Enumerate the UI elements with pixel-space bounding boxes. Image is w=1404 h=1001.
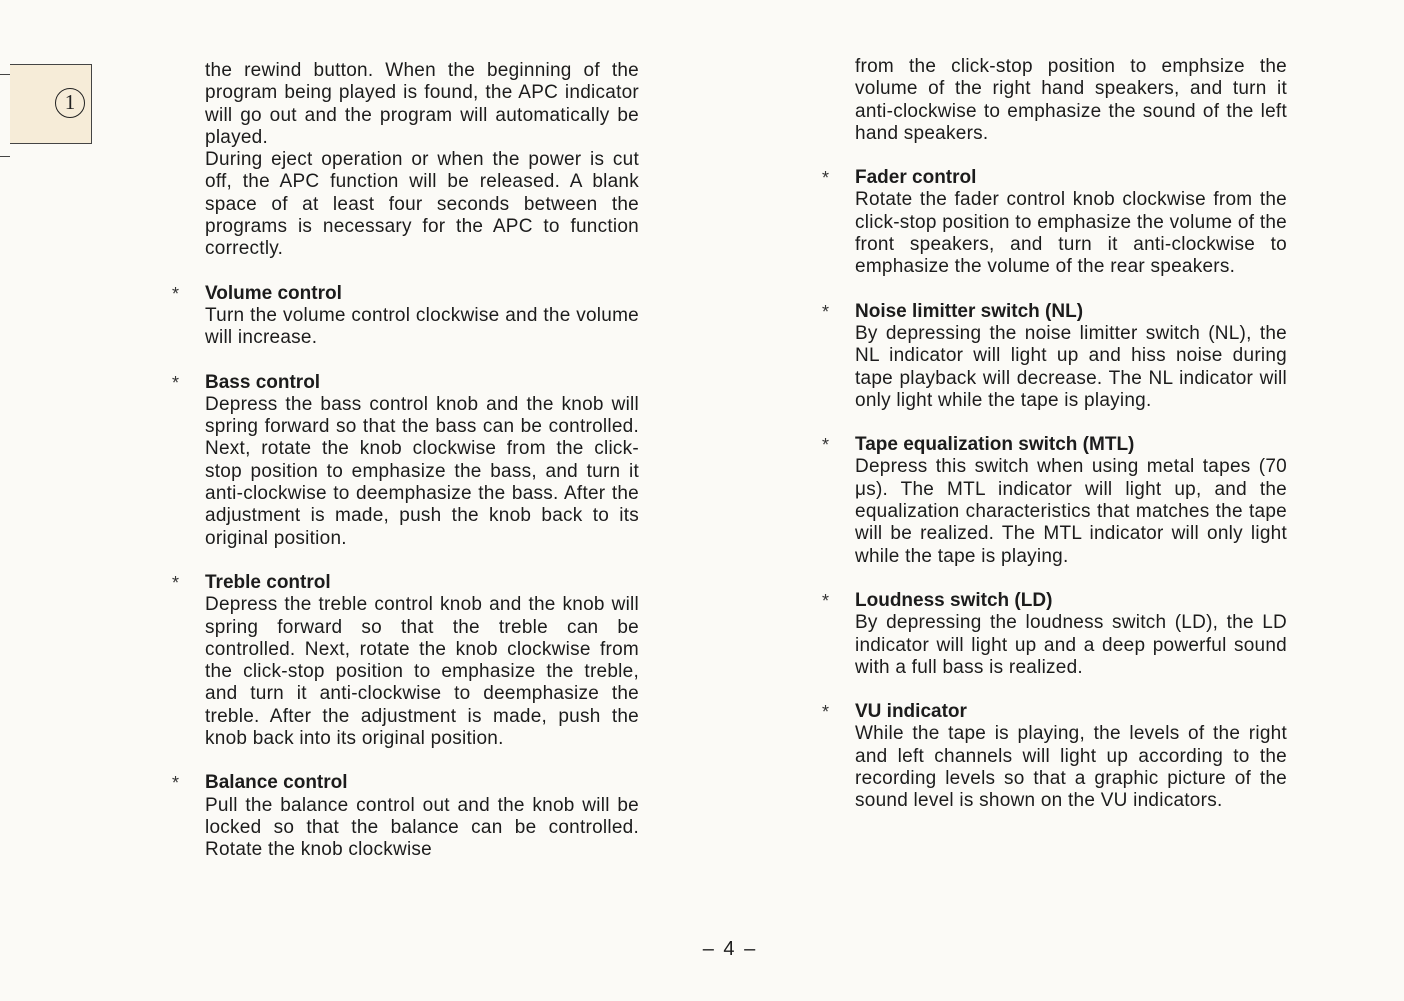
asterisk-bullet: * xyxy=(172,572,180,593)
chapter-number-circle: 1 xyxy=(55,88,85,118)
asterisk-bullet: * xyxy=(172,773,180,794)
section-volume-control xyxy=(172,282,639,350)
section-body: Depress the bass control knob and the knob will spring forward so that the bass can be controlled. Next, rotate the knob clockwise from the click-stop position to emphasize the bass, and turn it anti-clockwise to deemphasize the bass. After the adjustment is made, push the knob back to its original position. xyxy=(205,393,639,549)
section-heading: Fader control xyxy=(855,167,977,189)
section-body: While the tape is playing, the levels of the right and left channels will light up according to the recording levels so that a graphic picture of the sound level is shown on the VU indicators. xyxy=(855,723,1287,812)
section-heading: VU indicator xyxy=(855,701,967,723)
section-body: Turn the volume control clockwise and the volume will increase. xyxy=(205,304,639,349)
section-balance-control xyxy=(172,772,639,861)
page-number: – 4 – xyxy=(702,938,758,960)
section-vu-indicator xyxy=(822,701,1287,812)
section-heading: Bass control xyxy=(205,371,321,393)
left-column xyxy=(172,60,639,862)
section-body: Rotate the fader control knob clockwise from the click-stop position to emphasize the volume of the front speakers, and turn it anti-clockwise to emphasize the volume of the rear speakers. xyxy=(855,189,1287,278)
section-heading: Balance control xyxy=(205,772,348,794)
section-body: Depress this switch when using metal tapes (70 μs). The MTL indicator will light up, and the equalization characteristics that matches the tape will be realized. The MTL indicator will only light while the tape is playing. xyxy=(855,456,1287,567)
section-heading: Volume control xyxy=(205,282,342,304)
intro-paragraph-2: During eject operation or when the power is cut off, the APC function will be released. A blank space of at least four seconds between the programs is necessary for the APC to function correctly. xyxy=(205,149,639,260)
asterisk-bullet: * xyxy=(822,168,830,189)
asterisk-bullet: * xyxy=(172,372,180,393)
section-noise-limitter xyxy=(822,300,1287,412)
section-loudness-switch xyxy=(822,589,1287,679)
right-column xyxy=(822,56,1287,813)
tab-divider-bottom xyxy=(0,156,10,157)
section-heading: Noise limitter switch (NL) xyxy=(855,300,1084,322)
section-body: By depressing the noise limitter switch (NL), the NL indicator will light up and hiss noise during tape playback will decrease. The NL indicator will only light while the tape is playing. xyxy=(855,322,1287,411)
asterisk-bullet: * xyxy=(822,301,830,322)
continuation-paragraph: from the click-stop position to emphsize the volume of the right hand speakers, and turn it anti-clockwise to emphasize the sound of the left hand speakers. xyxy=(855,56,1287,144)
section-treble-control xyxy=(172,571,639,750)
section-body: By depressing the loudness switch (LD), the LD indicator will light up and a deep powerful sound with a full bass is realized. xyxy=(855,612,1287,678)
section-tape-equalization xyxy=(822,434,1287,568)
section-heading: Tape equalization switch (MTL) xyxy=(855,434,1135,456)
asterisk-bullet: * xyxy=(822,702,830,723)
tab-divider-top xyxy=(0,74,10,75)
section-fader-control xyxy=(822,167,1287,278)
section-body: Pull the balance control out and the knob will be locked so that the balance can be controlled. Rotate the knob clockwise xyxy=(205,794,639,861)
section-heading: Loudness switch (LD) xyxy=(855,589,1053,611)
intro-paragraph-1: the rewind button. When the beginning of the program being played is found, the APC indicator will go out and the program will automatically be played. xyxy=(205,60,639,148)
section-bass-control xyxy=(172,371,639,550)
section-body: Depress the treble control knob and the knob will spring forward so that the treble can be controlled. Next, rotate the knob clockwise from the click-stop position to emphasize the treble, and turn it anti-clockwise to deemphasize the treble. After the adjustment is made, push the knob back into its original position. xyxy=(205,594,639,750)
section-heading: Treble control xyxy=(205,571,331,593)
asterisk-bullet: * xyxy=(822,435,830,456)
asterisk-bullet: * xyxy=(172,283,180,304)
asterisk-bullet: * xyxy=(822,590,830,611)
